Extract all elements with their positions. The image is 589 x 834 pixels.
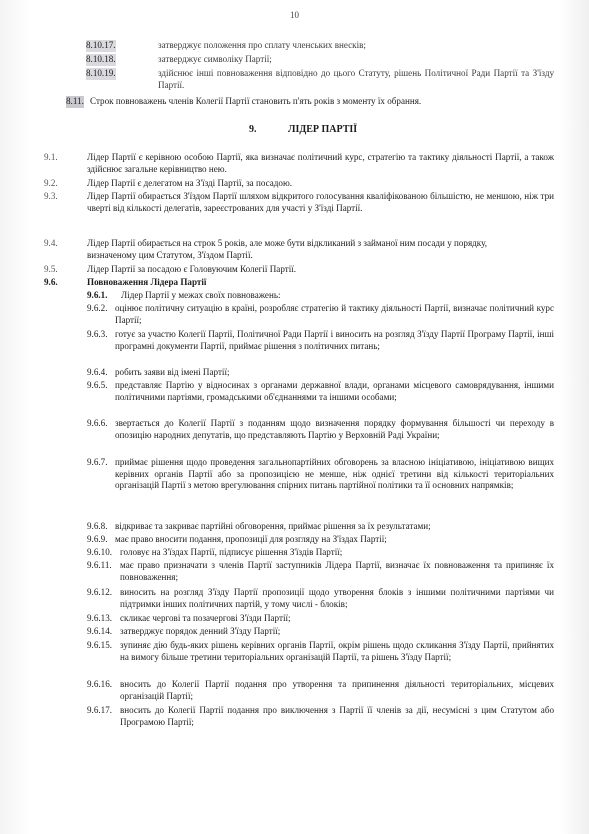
- item-number: 9.6.4.: [87, 367, 108, 377]
- clause-number: 9.1.: [44, 152, 58, 162]
- item-number: 9.6.6.: [87, 418, 108, 428]
- list-item: [87, 380, 554, 416]
- clause-text: Лідер Партії за посадою є Головуючим Колегії Партії.: [87, 264, 297, 274]
- list-item: [87, 534, 554, 546]
- item-number: 9.6.16.: [87, 679, 113, 689]
- item-number: 9.6.5.: [87, 380, 108, 390]
- clause-8-11: [66, 96, 554, 108]
- list-item: [86, 68, 554, 92]
- item-number: 9.6.2.: [87, 303, 108, 313]
- item-text: вносить до Колегії Партії подання про утворення та припинення діяльності територіальних, місцевих організацій Партії;: [120, 679, 554, 701]
- list-item: [87, 560, 554, 584]
- list-item: [87, 418, 554, 454]
- clause-text: Лідер Партії є делегатом на З'їзді Партії, за посадою.: [87, 178, 293, 188]
- clause-number: 9.4.: [44, 238, 58, 248]
- item-text: затверджує порядок денний З'їзду Партії;: [120, 626, 281, 636]
- item-number: 9.6.3.: [87, 329, 108, 339]
- clause-number: 8.11.: [66, 96, 84, 106]
- item-text: Лідер Партії у межах своїх повноважень:: [121, 290, 281, 300]
- clause: [44, 191, 554, 227]
- item-number: 9.6.8.: [87, 521, 108, 531]
- item-text: виносить на розгляд З'їзду Партії пропозиції щодо утворення блоків з іншими політичними партіями чи підтримки інших політичних партій, у тому числі - блоків;: [120, 587, 554, 609]
- clause: [44, 238, 554, 262]
- section-number: 9.: [249, 124, 257, 135]
- item-number: 9.6.7.: [87, 457, 108, 467]
- item-number: 8.10.17.: [86, 40, 116, 50]
- list-item: [86, 54, 554, 66]
- section-title: ЛІДЕР ПАРТІЇ: [288, 124, 358, 135]
- list-item: [87, 457, 554, 517]
- clause: [44, 264, 554, 276]
- clause-text: Лідер Партії обирається на строк 5 років, але може бути відкликаний з займаної ним посади у порядку, визначеному цим Статутом, З'їздом Партії.: [87, 238, 487, 260]
- clause-title: Повноваження Лідера Партії: [87, 277, 207, 287]
- item-text: головує на З'їздах Партії, підписує рішення З'їздів Партії;: [120, 547, 343, 557]
- list-item: [87, 367, 554, 379]
- list-item: [87, 705, 554, 729]
- item-number: 9.6.13.: [87, 613, 113, 623]
- clause-number: 9.5.: [44, 264, 58, 274]
- clause-number: 9.6.: [44, 277, 58, 287]
- item-number: 9.6.17.: [87, 705, 113, 715]
- item-number: 8.10.19.: [86, 68, 116, 78]
- clause-number: 9.3.: [44, 191, 58, 201]
- item-text: затверджує символіку Партії;: [158, 54, 272, 64]
- item-text: має право вносити подання, пропозиції для розгляду на З'їздах Партії;: [115, 534, 387, 544]
- item-text: робить заяви від імені Партії;: [115, 367, 230, 377]
- item-text: здійснює інші повноваження відповідно до цього Статуту, рішень Політичної Ради Партії та З'їзду Партії.: [158, 68, 554, 90]
- list-item: [87, 521, 554, 533]
- clause-number: 9.2.: [44, 178, 58, 188]
- clause-9-6: [44, 277, 554, 289]
- list-item: [87, 329, 554, 365]
- clause-text: Лідер Партії є керівною особою Партії, яка визначає політичний курс, стратегію та тактику діяльності Партії, а також здійснює загальне керівництво нею.: [87, 152, 554, 174]
- list-item: [87, 640, 554, 676]
- item-number: 9.6.1.: [87, 290, 108, 300]
- item-text: оцінює політичну ситуацію в країні, розробляє стратегію й тактику діяльності Партії, визначає політичний курс Партії;: [115, 303, 554, 325]
- item-text: звертається до Колегії Партії з поданням щодо визначення порядку формування більшості чи переходу в опозицію народних депутатів, що представляють Партію у Верховній Раді України;: [115, 418, 554, 440]
- item-text: вносить до Колегії Партії подання про виключення з Партії її членів за дії, несумісні з цим Статутом або Програмою Партії;: [120, 705, 554, 727]
- list-item: [87, 613, 554, 625]
- item-text: має право призначати з членів Партії заступників Лідера Партії, визначає їх повноваження та припиняє їх повноваження;: [120, 560, 554, 582]
- list-item: [86, 40, 554, 52]
- clause-text: Строк повноважень членів Колегії Партії становить п'ять років з моменту їх обрання.: [90, 96, 422, 106]
- item-text: готує за участю Колегії Партії, Політичної Ради Партії і виносить на розгляд З'їзду Партії Програму Партії, інші програмні документи Партії, приймає рішення з політичних питань;: [115, 329, 554, 351]
- item-number: 9.6.15.: [87, 640, 113, 650]
- clause-text: Лідер Партії обирається З'їздом Партії шляхом відкритого голосування кваліфікованою більшістю, не меншою, ніж три чверті від кількості делегатів, зареєстрованих для участі у З'їзді Партії.: [87, 191, 554, 213]
- clause: [44, 152, 554, 176]
- list-item: [87, 587, 554, 611]
- item-text: відкриває та закриває партійні обговорення, приймає рішення за їх результатами;: [115, 521, 431, 531]
- item-number: 9.6.12.: [87, 587, 113, 597]
- list-item: [87, 679, 554, 703]
- item-text: зупиняє дію будь-яких рішень керівних органів Партії, окрім рішень щодо скликання З'їзду Партії, прийнятих на вимогу більше третини територіальних організацій Партії, та рішень З'їзду Партії;: [120, 640, 554, 662]
- list-item: [87, 290, 554, 302]
- item-text: представляє Партію у відносинах з органами державної влади, органами місцевого самоврядування, іншими політичними партіями, громадськими об'єднаннями та іншими особами;: [115, 380, 554, 402]
- list-item: [87, 547, 554, 559]
- item-text: затверджує положення про сплату членських внесків;: [158, 40, 366, 50]
- clause: [44, 178, 554, 190]
- item-number: 9.6.10.: [87, 547, 113, 557]
- list-item: [87, 303, 554, 327]
- list-item: [87, 626, 554, 638]
- item-number: 9.6.11.: [87, 560, 112, 570]
- item-number: 9.6.9.: [87, 534, 108, 544]
- item-number: 8.10.18.: [86, 54, 116, 64]
- item-number: 9.6.14.: [87, 626, 113, 636]
- page-number: 10: [290, 10, 299, 20]
- item-text: приймає рішення щодо проведення загальнопартійних обговорень за власною ініціативою, ініціативою вищих керівних органів Партії або за пропозицією не менше, ніж однієї третини від кількості територіальних організацій Партії з метою врегулювання спірних питань партійної політики та її основних напрямків;: [115, 457, 554, 491]
- item-text: скликає чергові та позачергові З'їзди Партії;: [120, 613, 291, 623]
